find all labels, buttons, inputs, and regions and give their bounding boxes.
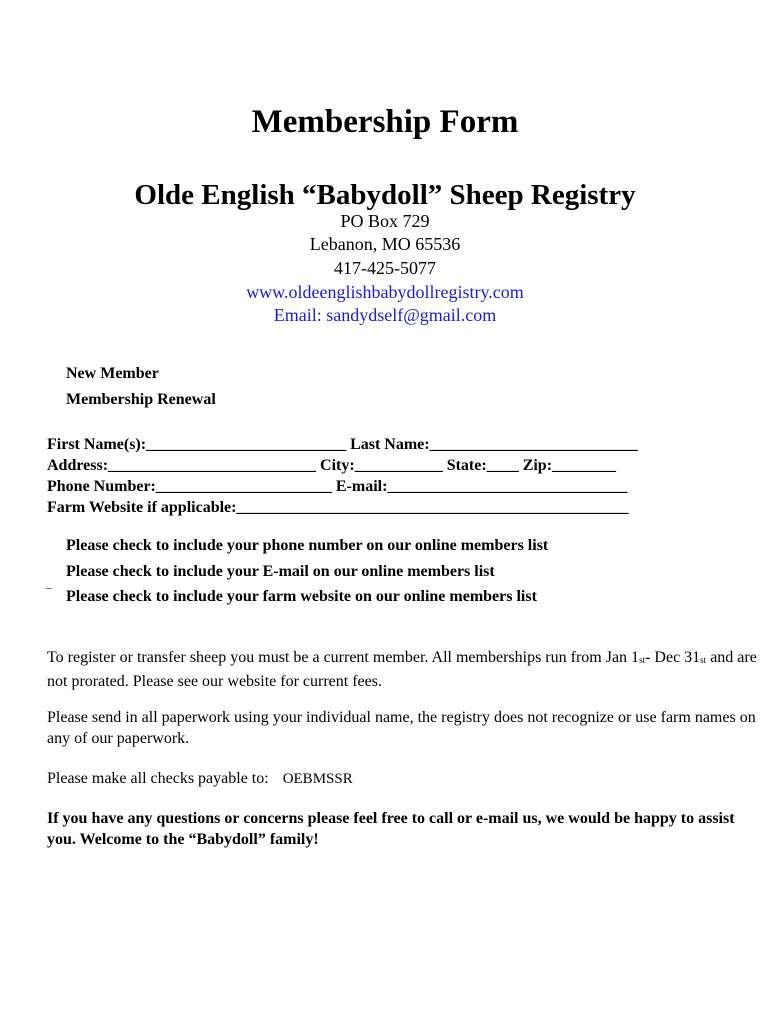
include-website-checkbox-label[interactable]: Please check to include your farm website on our online members list xyxy=(66,588,537,605)
form-title: Membership Form xyxy=(251,104,519,140)
ordinal-suffix: st xyxy=(639,655,646,665)
include-phone-checkbox-label[interactable]: Please check to include your phone number on our online members list xyxy=(66,537,549,554)
name-fields-line[interactable]: First Name(s):_________________________ Last Name:__________________________ xyxy=(47,436,638,453)
address-fields-line[interactable]: Address:__________________________ City:___________ State:____ Zip:________ xyxy=(47,457,617,474)
welcome-paragraph: If you have any questions or concerns please feel free to call or e-mail us, we would be happy to assist you. Welcome to the “Babydoll” family! xyxy=(47,810,735,848)
address-line-2: Lebanon, MO 65536 xyxy=(309,234,461,254)
membership-period-text: and are not prorated. Please see our website for current fees. xyxy=(47,649,757,690)
farm-website-field-line[interactable]: Farm Website if applicable:_________________________________________________ xyxy=(47,499,629,516)
website-link[interactable]: www.oldeenglishbabydollregistry.com xyxy=(246,282,524,302)
checkbox-mark-icon: ¯ xyxy=(46,586,52,600)
address-line-1: PO Box 729 xyxy=(340,211,430,231)
ordinal-suffix: st xyxy=(700,655,707,665)
payable-to-label: Please make all checks payable to: xyxy=(47,770,269,787)
membership-renewal-option[interactable]: Membership Renewal xyxy=(66,391,216,408)
membership-period-paragraph xyxy=(47,647,757,692)
include-email-checkbox-label[interactable]: Please check to include your E-mail on our online members list xyxy=(66,563,495,580)
organization-name: Olde English “Babydoll” Sheep Registry xyxy=(134,179,636,211)
membership-period-text: - Dec 31 xyxy=(645,649,701,666)
new-member-option[interactable]: New Member xyxy=(66,365,159,382)
payable-to-paragraph xyxy=(47,768,757,790)
payee-name: OEBMSSR xyxy=(282,771,353,787)
membership-period-text: To register or transfer sheep you must be a current member. All memberships run from Jan 1 xyxy=(47,649,640,666)
paperwork-paragraph: Please send in all paperwork using your individual name, the registry does not recognize or use farm names on any of our paperwork. xyxy=(47,709,756,747)
phone-number: 417-425-5077 xyxy=(334,258,436,278)
email-link[interactable]: Email: sandydself@gmail.com xyxy=(273,305,497,325)
phone-email-fields-line[interactable]: Phone Number:______________________ E-mail:______________________________ xyxy=(47,478,628,495)
